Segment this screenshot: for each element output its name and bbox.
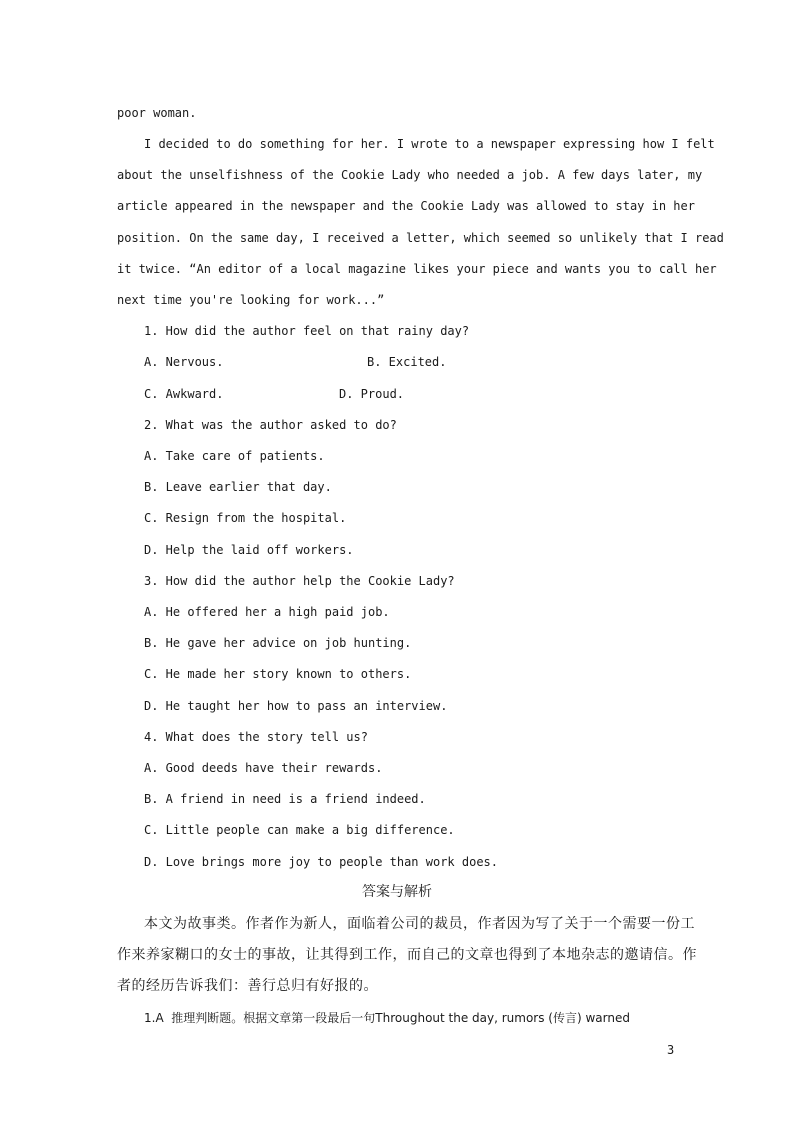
question-option: D. Love brings more joy to people than work does.: [144, 855, 499, 869]
answers-heading: 答案与解析: [362, 884, 432, 900]
question-option: A. Good deeds have their rewards.: [144, 761, 383, 775]
question-option: B. Leave earlier that day.: [144, 480, 332, 494]
question-option: D. Help the laid off workers.: [144, 543, 354, 557]
question-option: D. He taught her how to pass an interview.: [144, 699, 448, 713]
question-option: A. He offered her a high paid job.: [144, 605, 390, 619]
passage-line: it twice. “An editor of a local magazine likes your piece and wants you to call her: [117, 262, 717, 276]
question-option: D. Proud.: [339, 387, 405, 401]
question-stem: 4. What does the story tell us?: [144, 730, 368, 744]
question-option: C. Resign from the hospital.: [144, 511, 347, 525]
question-stem: 1. How did the author feel on that rainy day?: [144, 324, 470, 338]
question-option: A. Nervous.: [144, 355, 224, 369]
answers-summary-line: 本文为故事类。作者作为新人，面临着公司的裁员，作者因为写了关于一个需要一份工: [144, 916, 695, 932]
question-option: C. Awkward.: [144, 387, 224, 401]
question-option: B. A friend in need is a friend indeed.: [144, 792, 426, 806]
question-stem: 3. How did the author help the Cookie Lady?: [144, 574, 455, 588]
passage-line: I decided to do something for her. I wrote to a newspaper expressing how I felt: [144, 137, 715, 151]
question-option: C. Little people can make a big difference.: [144, 823, 455, 837]
passage-line: about the unselfishness of the Cookie Lady who needed a job. A few days later, my: [117, 168, 703, 182]
passage-line: article appeared in the newspaper and the Cookie Lady was allowed to stay in her: [117, 199, 695, 213]
passage-line: next time you're looking for work...”: [117, 293, 385, 307]
question-option: C. He made her story known to others.: [144, 667, 412, 681]
answers-summary-line: 者的经历告诉我们：善行总归有好报的。: [117, 978, 378, 994]
question-option: B. He gave her advice on job hunting.: [144, 636, 412, 650]
passage-line: position. On the same day, I received a letter, which seemed so unlikely that I read: [117, 231, 724, 245]
passage-line: poor woman.: [117, 106, 197, 120]
page-number: 3: [667, 1043, 675, 1057]
question-option: B. Excited.: [367, 355, 447, 369]
question-option: A. Take care of patients.: [144, 449, 325, 463]
answer-explanation-line: 1.A 推理判断题。根据文章第一段最后一句Throughout the day, rumors (传言) warned: [144, 1011, 630, 1025]
answers-summary-line: 作来养家糊口的女士的事故，让其得到工作，而自己的文章也得到了本地杂志的邀请信。作: [117, 947, 697, 963]
question-stem: 2. What was the author asked to do?: [144, 418, 397, 432]
